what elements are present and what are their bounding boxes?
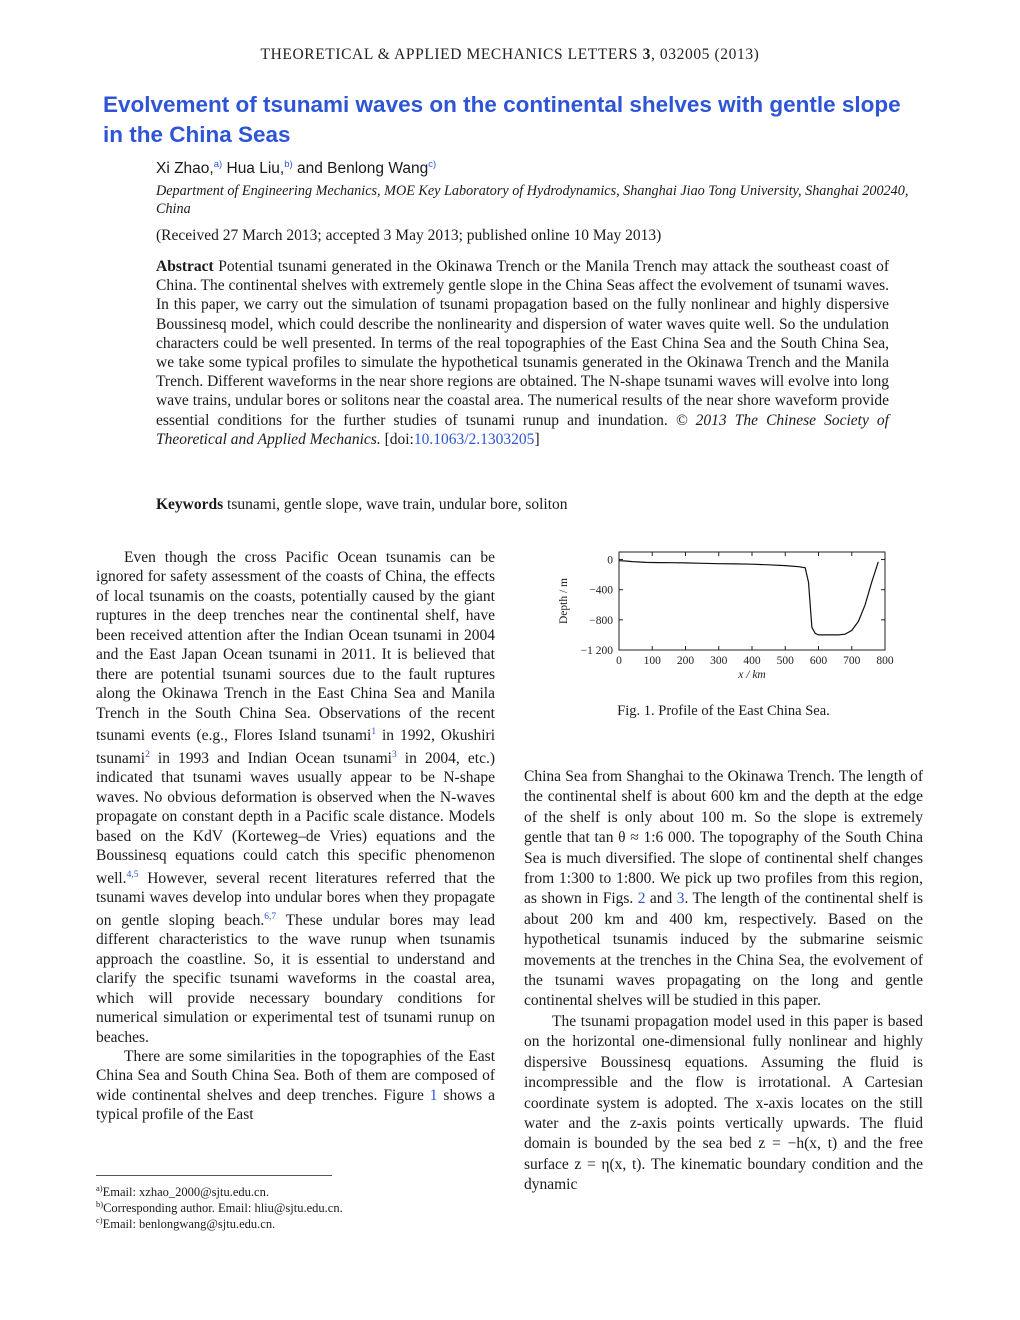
figure-caption: Fig. 1. Profile of the East China Sea. <box>617 703 830 719</box>
author-mark[interactable]: a) <box>213 159 223 170</box>
journal-header: THEORETICAL & APPLIED MECHANICS LETTERS 3, 032005 (2013) <box>260 46 760 63</box>
y-axis-label: Depth / m <box>558 578 570 624</box>
abstract-text: Potential tsunami generated in the Okinawa Trench or the Manila Trench may attack the southeast coast of China. The continental shelves with extremely gentle slope in the China Seas affect the evolvement of tsunami waves. In this paper, we carry out the simulation of tsunami propagation based on the fully nonlinear and highly dispersive Boussinesq model, which could describe the nonlinearity and dispersion of water waves quite well. So the undulation characters could be well presented. In terms of the real topographies of the East China Sea and the South China Sea, we take some typical profiles to simulate the hypothetical tsunamis generated in the Okinawa Trench and the Manila Trench. Different waveforms in the near shore regions are obtained. The N-shape tsunami waves will evolve into long wave trains, undular bores or solitons near the coastal area. The numerical results of the near shore waveform provide essential conditions for the further studies of tsunami runup and inundation. <box>156 258 889 429</box>
x-tick-label: 200 <box>676 655 695 667</box>
copyright: © 2013 The Chinese Society of Theoretical and Applied Mechanics. <box>156 411 889 448</box>
affiliation: Department of Engineering Mechanics, MOE Key Laboratory of Hydrodynamics, Shanghai Jiao Tong University, Shanghai 200240, China <box>156 183 909 217</box>
paragraph: China Sea from Shanghai to the Okinawa Trench. The length of the continental shelf is about 600 km and the depth at the edge of the shelf is only about 100 m. So the slope is extremely gentle that tan θ ≈ 1:6 000. The topography of the South China Sea is much diversified. The slope of continental shelf changes from 1:300 to 1:800. We pick up two profiles from this region, as shown in Figs. 2 and 3. The length of the continental shelf is about 200 km and 400 km, respectively. Based on the hypothetical tsunamis induced by the submarine seismic movements at the trenches in the China Sea, the evolvement of the tsunami waves propagating on the long and gentle continental shelves will be studied in this paper. <box>524 768 923 1010</box>
abstract-label: Abstract <box>156 258 214 275</box>
author-name: Xi Zhao, <box>156 160 214 177</box>
citation-link[interactable]: 4,5 <box>126 869 139 880</box>
footnote: $^{a)}$Email: xzhao_2000@sjtu.edu.cn. <box>96 1183 269 1200</box>
author-list <box>156 160 436 178</box>
received-dates: (Received 27 March 2013; accepted 3 May 2013; published online 10 May 2013) <box>156 227 662 244</box>
paragraph: Even though the cross Pacific Ocean tsunamis can be ignored for safety assessment of the coasts of China, the effects of local tsunamis on the coasts, potentially caused by the giant ruptures in the deep trenches near the continental shelf, have been received attention after the Indian Ocean tsunami in 2004 and the East Japan Ocean tsunami in 2011. It is believed that there are potential tsunami sources due to the fault ruptures along the Okinawa Trench in the East China Sea and Manila Trench in the South China Sea. Observations of the recent tsunami events (e.g., Flores Island tsunami$^1$ in 1992, Okushiri tsunami$^2$ in 1993 and Indian Ocean tsunami$^3$ in 2004, etc.) indicated that tsunami waves usually appear to be N-shape waves. No obvious deformation is observed when the N-waves propagate on constant depth in a Pacific scale distance. Models based on the KdV (Korteweg–de Vries) equations and the Boussinesq equations could catch this specific phenomenon well.$^{4,5}$ However, several recent literatures referred that the tsunami waves develop into undular bores when they propagate on gentle sloping beach.$^{6,7}$ These undular bores may lead different characteristics to the wave runup when tsunamis approach the coastline. So, it is essential to understand and clarify the specific tsunami waveforms in the coastal area, which will provide necessary boundary conditions for numerical simulation or experimental test of tsunami runup on beaches. <box>96 549 496 1046</box>
volume-number: 3 <box>642 46 651 63</box>
y-tick-label: −400 <box>589 584 613 597</box>
x-tick-label: 800 <box>876 655 894 667</box>
right-column <box>524 767 923 1196</box>
depth-profile-chart <box>550 548 900 683</box>
x-tick-label: 100 <box>643 655 661 667</box>
figure-link[interactable]: 2 <box>637 890 646 908</box>
doi-link[interactable]: 10.1063/2.1303205 <box>413 430 535 448</box>
keywords-text: tsunami, gentle slope, wave train, undular bore, soliton <box>223 496 568 513</box>
keywords <box>156 496 568 514</box>
footnote-rule <box>96 1175 332 1176</box>
plot-frame <box>619 552 885 650</box>
left-column <box>96 548 495 1125</box>
author-name: and Benlong Wang <box>292 160 429 177</box>
y-tick-label: −800 <box>589 614 613 627</box>
y-tick-label: −1 200 <box>580 645 613 657</box>
paragraph: The tsunami propagation model used in this paper is based on the horizontal one-dimensional fully nonlinear and highly dispersive Boussinesq equations. Assuming the fluid is incompressible and the flow is irrotational. A Cartesian coordinate system is adopted. The x-axis locates on the still water and the z-axis points vertically upwards. The fluid domain is bounded by the sea bed z = −h(x, t) and the free surface z = η(x, t). The kinematic boundary condition and the dynamic <box>524 1012 923 1194</box>
citation-link[interactable]: 2 <box>145 749 150 760</box>
citation-link[interactable]: 6,7 <box>264 911 277 922</box>
x-tick-label: 400 <box>743 655 761 667</box>
author-name: Hua Liu, <box>222 160 285 177</box>
x-tick-label: 0 <box>616 655 622 667</box>
citation-link[interactable]: 1 <box>371 727 377 738</box>
y-tick-label: 0 <box>607 554 613 567</box>
author-mark[interactable]: c) <box>428 159 437 170</box>
footnote: $^{b)}$Corresponding author. Email: hliu@sjtu.edu.cn. <box>96 1199 343 1216</box>
figure-link[interactable]: 1 <box>429 1086 438 1104</box>
author-mark[interactable]: b) <box>284 159 293 170</box>
citation-link[interactable]: 3 <box>391 749 397 760</box>
x-tick-label: 300 <box>710 655 728 667</box>
figure-link[interactable]: 3 <box>676 890 685 908</box>
paper-title: Evolvement of tsunami waves on the continental shelves with gentle slope in the China Seas <box>103 92 901 147</box>
keywords-label: Keywords <box>156 496 224 513</box>
abstract: Abstract Potential tsunami generated in the Okinawa Trench or the Manila Trench may attack the southeast coast of China. The continental shelves with extremely gentle slope in the China Seas affect the evolvement of tsunami waves. In this paper, we carry out the simulation of tsunami propagation based on the fully nonlinear and highly dispersive Boussinesq model, which could describe the nonlinearity and dispersion of water waves quite well. So the undulation characters could be well presented. In terms of the real topographies of the East China Sea and the South China Sea, we take some typical profiles to simulate the hypothetical tsunamis generated in the Okinawa Trench and the Manila Trench. Different waveforms in the near shore regions are obtained. The N-shape tsunami waves will evolve into long wave trains, undular bores or solitons near the coastal area. The numerical results of the near shore waveform provide essential conditions for the further studies of tsunami runup and inundation. © 2013 The Chinese Society of Theoretical and Applied Mechanics. [doi:10.1063/2.1303205] <box>156 258 889 448</box>
x-tick-label: 500 <box>776 655 794 667</box>
x-tick-label: 700 <box>843 655 861 667</box>
footnote: $^{c)}$Email: benlongwang@sjtu.edu.cn. <box>96 1215 276 1232</box>
x-axis-label: x / km <box>738 669 766 681</box>
x-tick-label: 600 <box>809 655 828 667</box>
profile-line <box>619 561 878 635</box>
paragraph: There are some similarities in the topographies of the East China Sea and South China Sea. Both of them are composed of wide continental shelves and deep trenches. Figure 1 shows a typical profile of the East <box>96 1047 495 1124</box>
